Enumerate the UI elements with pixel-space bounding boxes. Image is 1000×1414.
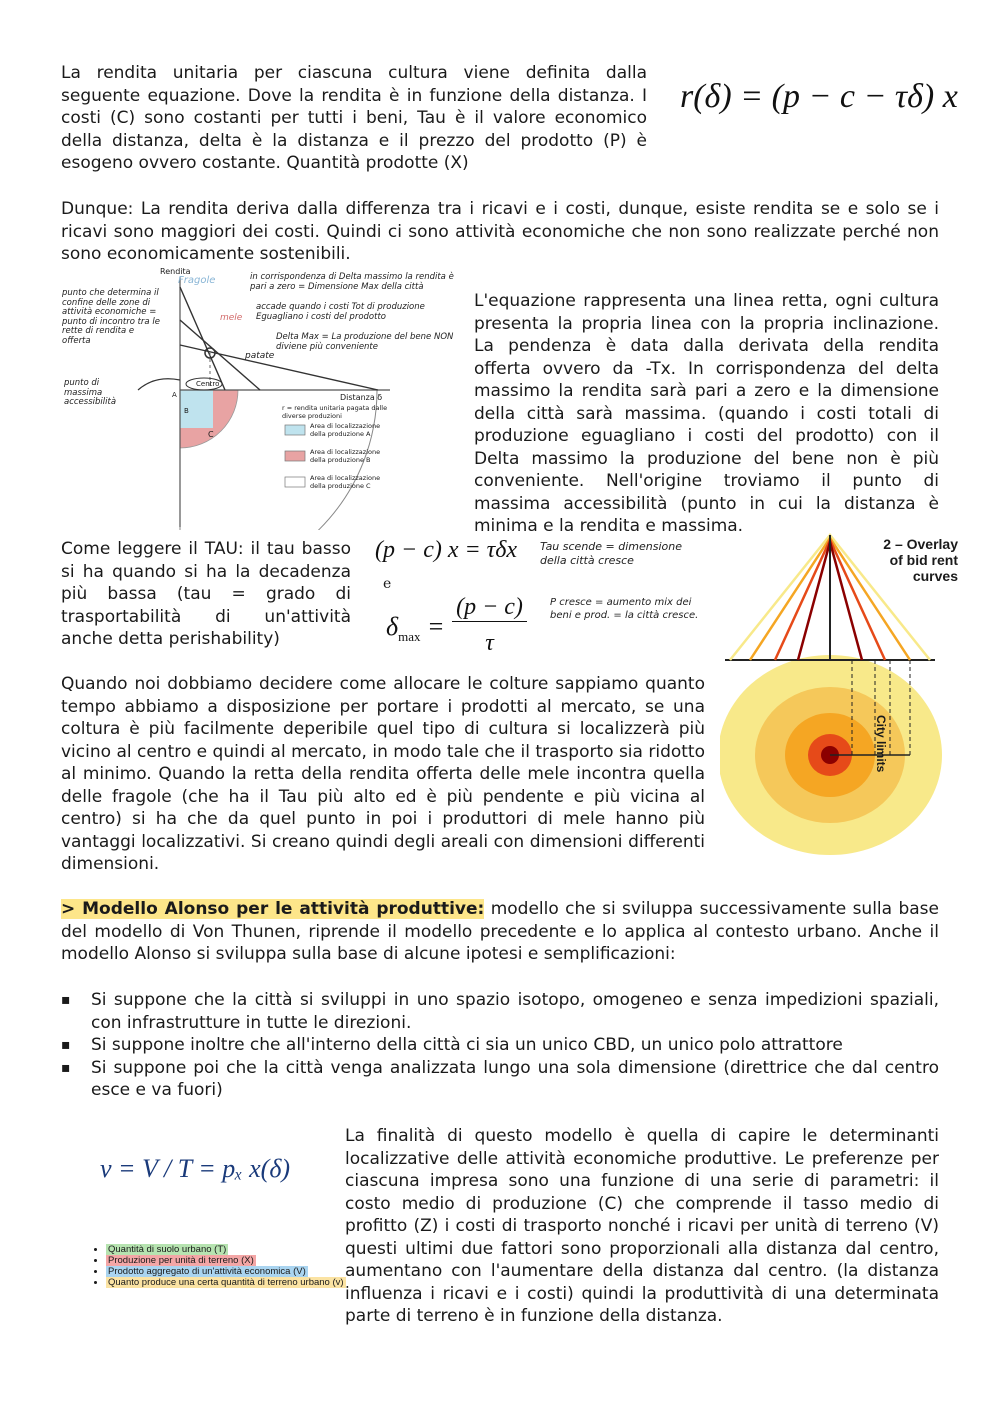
- legend-swatch-c: [285, 477, 305, 487]
- formula-delta-denominator: τ: [485, 630, 494, 656]
- fragole-rent-line: [180, 287, 225, 390]
- note-not-convenient: Delta Max = La produzione del bene NON diviene più conveniente: [276, 332, 454, 352]
- label-zone-b: B: [184, 407, 189, 415]
- label-centro: Centro: [196, 380, 220, 388]
- note-costs-equal: accade quando i costi Tot di produzione Eguagliano i costi del prodotto: [256, 302, 425, 322]
- alonso-model-title: > Modello Alonso per le attività produttive:: [61, 899, 485, 919]
- diagram1-ylabel: Rendita: [160, 267, 191, 276]
- note-accessibility: punto di massima accessibilità: [64, 378, 117, 407]
- paragraph-equation-line: L'equazione rappresenta una linea retta, ogni cultura presenta la propria linea con la propria inclinazione. La pendenza è data dalla derivata della rendita offerta ovvero da -Tx. In corrispondenza del delta massimo la rendita sarà pari a zero e la dimensione della città sarà massima. (quando i costi totali di produzione eguagliano i costi del prodotto) con il Delta massimo la produzione del bene non è più conveniente. Nell'origine troviamo il punto di massima accessibilità (punto in cui la distanza è minima e la rendita e massima.: [474, 291, 939, 536]
- paragraph-rendita-definition: La rendita unitaria per ciascuna cultura viene definita dalla seguente equazione. Dove la rendita è in funzione della distanza. I costi (C) sono costanti per tutti i beni, Tau è il valore economico della distanza, delta è la distanza e il prezzo del prodotto (P) è esogeno ovvero costante. Quantità prodotte (X): [61, 63, 647, 173]
- legend-item: [106, 1255, 366, 1266]
- legend-swatch-a: [285, 425, 305, 435]
- note-tau-decrease: Tau scende = dimensione della città cresce: [540, 540, 683, 567]
- paragraph-alonso-model: [61, 898, 939, 966]
- legend-text-a: Area di localizzazione della produzione A: [310, 422, 381, 438]
- legend-text-b: Area di localizzazione della produzione B: [310, 448, 381, 464]
- paragraph-allocation: Quando noi dobbiamo decidere come allocare le colture sappiamo quanto tempo abbiamo a disposizione per portare i prodotti al mercato, se una coltura è più facilmente deperibile quel tipo di cultura si localizzerà più vicino al centro e quindi al mercato, in modo tale che il trasporto sia ridotto al minimo. Quando la retta della rendita offerta delle mele incontra quella delle fragole (che ha il Tau più alto ed è più pendente e più vicina al centro) si ha che da quel punto in poi i produttori di mele hanno più vantaggi localizzativi. Si creano quindi degli areali con dimensioni differenti dimensioni.: [61, 674, 705, 874]
- bid-rent-overlay-diagram: [720, 530, 958, 875]
- legend-item-text: Produzione per unità di terreno (X): [108, 1255, 254, 1266]
- formula-delta-numerator: (p − c): [452, 594, 527, 622]
- bid-rent-title: [848, 536, 958, 584]
- legend-item-text: Prodotto aggregato di un'attività economica (V): [108, 1266, 306, 1277]
- paragraph-rendita-conditions: Dunque: La rendita deriva dalla differenza tra i ricavi e i costi, dunque, esiste rendita se e solo se i ricavi sono maggiori dei costi. Quindi ci sono attività economiche che non sono realizzate perché non sono economicamente sostenibili.: [61, 199, 939, 264]
- von-thunen-diagram: [60, 265, 468, 530]
- paragraph-alonso-goal: La finalità di questo modello è quella di capire le determinanti localizzative delle attività economiche produttive. Le preferenze per ciascuna impresa sono una funzione di una serie di parametri: il costo medio di produzione (C) che comprende il tasso medio di profitto (Z) i costi di trasporto nonché i ricavi per unità di terreno (V) questi ultimi due fattori sono proporzionali alla distanza dal centro, aumentano con l'aumentare della distanza dal centro. (la distanza influenza i ricavi e i costi) quindi la produttività di una determinata parte di terreno è in funzione della distanza.: [345, 1126, 939, 1326]
- delta-symbol: δ: [386, 612, 399, 641]
- label-patate: patate: [245, 351, 275, 361]
- formula-connector: e: [383, 576, 392, 592]
- bid-rent-title-line3: curves: [912, 568, 958, 584]
- r-note: r = rendita unitaria pagata dalle diverse produzioni: [282, 404, 388, 420]
- hypotheses-list: [61, 989, 939, 1102]
- legend-item-text: Quanto produce una certa quantità di terreno urbano (v): [108, 1277, 344, 1288]
- bid-rent-title-line1: 2 – Overlay: [883, 536, 958, 552]
- label-zone-a: A: [172, 391, 177, 399]
- diagram1-xlabel: Distanza δ: [340, 393, 383, 402]
- city-limits-label: City limits: [874, 715, 888, 773]
- alonso-formula-block: [88, 1140, 344, 1290]
- alonso-model-intro: modello che si sviluppa successivamente sulla base del modello di Von Thunen, riprende il modello precedente e lo applica al contesto urbano. Anche il modello Alonso si sviluppa sulla base di alcune ipotesi e semplificazioni:: [61, 899, 939, 964]
- legend-text-c: Area di localizzazione della produzione C: [310, 474, 381, 490]
- bid-rent-title-line2: of bid rent: [889, 552, 958, 568]
- note-delta-max: in corrispondenza di Delta massimo la rendita è pari a zero = Dimensione Max della città: [250, 272, 454, 292]
- list-item: ▪ Si suppone inoltre che all'interno della città ci sia un unico CBD, un unico polo attrattore: [61, 1034, 939, 1057]
- formula-equality: (p − c) x = τδx: [375, 537, 518, 563]
- label-mele: mele: [220, 313, 243, 323]
- list-item: ▪ Si suppone che la città si sviluppi in uno spazio isotopo, omogeneo e senza impedizioni spaziali, con infrastrutture in tutte le direzioni.: [61, 989, 939, 1034]
- legend-item: [106, 1277, 366, 1288]
- legend-item-text: Quantità di suolo urbano (T): [108, 1244, 227, 1255]
- list-item: ▪ Si suppone poi che la città venga analizzata lungo una sola dimensione (direttrice che dal centro esce e va fuori): [61, 1057, 939, 1102]
- formula-delta-max-lhs: $\delta_{max}$ =: [386, 612, 445, 645]
- legend-item: [106, 1266, 366, 1277]
- label-zone-c: C: [208, 430, 214, 439]
- variable-legend-list: [78, 1244, 366, 1288]
- paragraph-tau: Come leggere il TAU: il tau basso si ha quando si ha la decadenza più bassa (tau = grado di trasportabilità di un'attività anche detta perishability): [61, 539, 351, 649]
- note-intersection: punto che determina il confine delle zone di attività economiche = punto di incontro tra le rette di rendita e offerta: [62, 288, 160, 346]
- formula-rendita: r(δ) = (p − c − τδ) x: [680, 78, 958, 115]
- legend-item: [106, 1244, 366, 1255]
- legend-swatch-b: [285, 451, 305, 461]
- formula-productivity: v = V / T = pₓ x(δ): [100, 1154, 291, 1183]
- arrow-to-centro: [138, 379, 180, 390]
- label-fragole: Fragole: [178, 275, 216, 286]
- delta-subscript: max: [398, 629, 421, 645]
- note-price-increase: P cresce = aumento mix dei beni e prod. = la città cresce.: [550, 597, 699, 621]
